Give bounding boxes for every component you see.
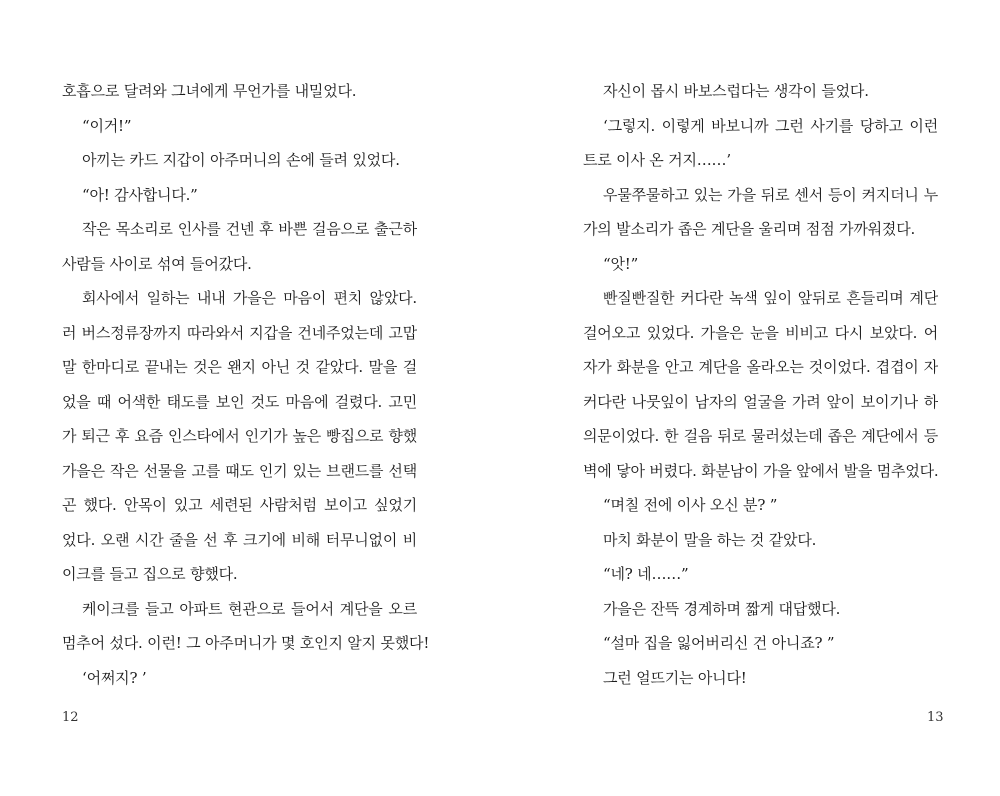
text-line: 말 한마디로 끝내는 것은 왠지 아닌 것 같았다. 말을 걸 xyxy=(62,358,417,376)
right-page-text xyxy=(583,74,938,695)
right-page xyxy=(500,0,1000,796)
text-line: 자신이 몹시 바보스럽다는 생각이 들었다. xyxy=(603,82,869,100)
text-line: 이크를 들고 집으로 향했다. xyxy=(62,565,238,583)
text-line: 아끼는 카드 지갑이 아주머니의 손에 들려 있었다. xyxy=(82,151,400,169)
page-gutter xyxy=(499,0,500,796)
text-line: 호흡으로 달려와 그녀에게 무언가를 내밀었다. xyxy=(62,82,357,100)
text-line: 가 퇴근 후 요즘 인스타에서 인기가 높은 빵집으로 향했 xyxy=(62,427,417,445)
text-line: 자가 화분을 안고 계단을 올라오는 것이었다. 겹겹이 자 xyxy=(583,358,938,376)
text-line: 사람들 사이로 섞여 들어갔다. xyxy=(62,254,252,273)
text-line: 빤질빤질한 커다란 녹색 잎이 앞뒤로 흔들리며 계단 xyxy=(603,289,938,307)
text-line: 트로 이사 온 거지……’ xyxy=(583,151,731,169)
text-line: 의문이었다. 한 걸음 뒤로 물러섰는데 좁은 계단에서 등 xyxy=(583,427,938,445)
text-line: “아! 감사합니다.” xyxy=(82,185,198,204)
text-line: 가을은 잔뜩 경계하며 짧게 대답했다. xyxy=(603,599,841,618)
text-line: “네? 네……” xyxy=(603,565,689,583)
text-line: 우물쭈물하고 있는 가을 뒤로 센서 등이 켜지더니 누 xyxy=(603,185,938,204)
text-line: 케이크를 들고 아파트 현관으로 들어서 계단을 오르 xyxy=(82,599,417,618)
text-line: 러 버스정류장까지 따라와서 지갑을 건네주었는데 고맙 xyxy=(62,323,417,342)
right-page-number: 13 xyxy=(927,710,944,725)
text-line: 커다란 나뭇잎이 남자의 얼굴을 가려 앞이 보이기나 하 xyxy=(583,392,938,411)
text-line: ‘그렇지. 이렇게 바보니까 그런 사기를 당하고 이런 xyxy=(603,116,938,135)
text-line: ‘어쩌지? ’ xyxy=(82,668,147,687)
left-page-number: 12 xyxy=(62,710,79,725)
text-line: “앗!” xyxy=(603,254,639,273)
text-line: 었을 때 어색한 태도를 보인 것도 마음에 걸렸다. 고민 xyxy=(62,392,417,411)
text-line: 회사에서 일하는 내내 가을은 마음이 편치 않았다. xyxy=(82,289,417,307)
text-line: “설마 집을 잃어버리신 건 아니죠? ” xyxy=(603,634,835,652)
text-line: 걸어오고 있었다. 가을은 눈을 비비고 다시 보았다. 어 xyxy=(583,323,938,342)
text-line: “며칠 전에 이사 오신 분? ” xyxy=(603,496,778,514)
text-line: 가을은 작은 선물을 고를 때도 인기 있는 브랜드를 선택 xyxy=(62,461,417,480)
text-line: 가의 발소리가 좁은 계단을 울리며 점점 가까워졌다. xyxy=(583,220,916,238)
text-line: 마치 화분이 말을 하는 것 같았다. xyxy=(603,530,817,549)
text-line: 벽에 닿아 버렸다. 화분남이 가을 앞에서 발을 멈추었다. xyxy=(583,461,939,480)
text-line: 그런 얼뜨기는 아니다! xyxy=(603,668,747,687)
text-line: 멈추어 섰다. 이런! 그 아주머니가 몇 호인지 알지 못했다! xyxy=(62,634,430,652)
text-line: 작은 목소리로 인사를 건넨 후 바쁜 걸음으로 출근하 xyxy=(82,220,417,238)
text-line: “이거!” xyxy=(82,116,132,135)
left-page-text xyxy=(62,74,430,695)
text-line: 었다. 오랜 시간 줄을 선 후 크기에 비해 터무니없이 비 xyxy=(62,530,417,549)
text-line: 곤 했다. 안목이 있고 세련된 사람처럼 보이고 싶었기 xyxy=(62,496,417,514)
